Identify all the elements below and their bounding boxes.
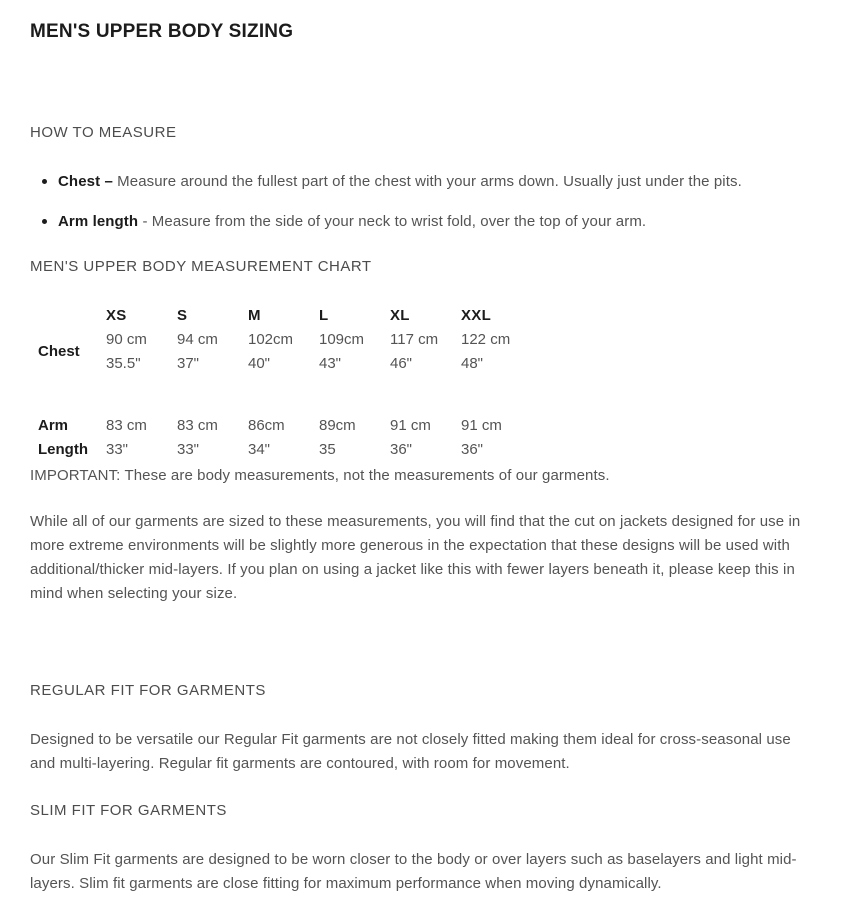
value-in: 35: [319, 441, 336, 458]
table-row-chest: [38, 328, 532, 414]
important-note: IMPORTANT: These are body measurements, not the measurements of our garments.: [30, 467, 610, 484]
measure-list: [30, 170, 820, 234]
value-in: 43": [319, 355, 342, 372]
slim-fit-paragraph: Our Slim Fit garments are designed to be worn closer to the body or over layers such as baselayers and light mid-layers. Slim fit garments are close fitting for maximum performance when moving dynamically.: [30, 851, 797, 892]
column-header-m: M: [248, 307, 261, 324]
table-header-row: [38, 304, 532, 328]
cell-chest-xs: [106, 328, 177, 414]
row-label-arm-length: Arm Length: [38, 417, 88, 458]
cell-arm-s: [177, 414, 248, 462]
value-in: 33": [177, 441, 200, 458]
value-cm: 83 cm: [177, 417, 218, 434]
regular-fit-paragraph: Designed to be versatile our Regular Fit garments are not closely fitted making them ideal for cross-seasonal use and multi-layering. Regular fit garments are contoured, with room for movement.: [30, 731, 791, 772]
cell-arm-xs: [106, 414, 177, 462]
cell-arm-xl: [390, 414, 461, 462]
table-row-arm-length: [38, 414, 532, 462]
column-header-xs: XS: [106, 307, 127, 324]
cell-chest-m: [248, 328, 319, 414]
page-title: MEN'S UPPER BODY SIZING: [30, 21, 294, 42]
value-cm: 109cm: [319, 331, 365, 348]
value-in: 33": [106, 441, 129, 458]
sizing-note-paragraph: While all of our garments are sized to these measurements, you will find that the cut on jackets designed for use in more extreme environments will be slightly more generous in the expectation that these designs will be used with additional/thicker mid-layers. If you plan on using a jacket like this with fewer layers beneath it, please keep this in mind when selecting your size.: [30, 513, 801, 602]
measure-term: Arm length: [58, 213, 139, 230]
value-cm: 86cm: [248, 417, 285, 434]
value-in: 40": [248, 355, 271, 372]
value-cm: 102cm: [248, 331, 294, 348]
value-cm: 83 cm: [106, 417, 147, 434]
bullet-icon: [42, 179, 47, 184]
measure-description: Measure around the fullest part of the chest with your arms down. Usually just under the pits.: [112, 173, 742, 190]
value-in: 36": [390, 441, 413, 458]
value-cm: 91 cm: [461, 417, 502, 434]
value-in: 35.5": [106, 355, 141, 372]
value-in: 34": [248, 441, 271, 458]
list-item-arm-length: [30, 210, 820, 234]
value-cm: 122 cm: [461, 331, 511, 348]
value-in: 36": [461, 441, 484, 458]
value-in: 48": [461, 355, 484, 372]
cell-chest-s: [177, 328, 248, 414]
measure-term: Chest –: [58, 173, 113, 190]
value-cm: 90 cm: [106, 331, 147, 348]
column-header-l: L: [319, 307, 329, 324]
cell-arm-m: [248, 414, 319, 462]
row-label-chest: Chest: [38, 343, 80, 360]
regular-fit-heading: REGULAR FIT FOR GARMENTS: [30, 682, 266, 699]
measurement-chart-heading: MEN'S UPPER BODY MEASUREMENT CHART: [30, 258, 372, 275]
column-header-xl: XL: [390, 307, 410, 324]
cell-chest-xxl: [461, 328, 532, 414]
size-chart-table: [38, 304, 532, 462]
list-item-chest: [30, 170, 820, 194]
column-header-xxl: XXL: [461, 307, 492, 324]
cell-chest-xl: [390, 328, 461, 414]
value-cm: 89cm: [319, 417, 356, 434]
value-in: 37": [177, 355, 200, 372]
value-cm: 91 cm: [390, 417, 431, 434]
measure-description: - Measure from the side of your neck to wrist fold, over the top of your arm.: [138, 213, 647, 230]
how-to-measure-heading: HOW TO MEASURE: [30, 124, 177, 141]
column-header-s: S: [177, 307, 188, 324]
value-cm: 94 cm: [177, 331, 218, 348]
value-in: 46": [390, 355, 413, 372]
value-cm: 117 cm: [390, 331, 439, 348]
table-corner-cell: [38, 304, 106, 328]
cell-chest-l: [319, 328, 390, 414]
slim-fit-heading: SLIM FIT FOR GARMENTS: [30, 802, 227, 819]
bullet-icon: [42, 219, 47, 224]
cell-arm-xxl: [461, 414, 532, 462]
cell-arm-l: [319, 414, 390, 462]
